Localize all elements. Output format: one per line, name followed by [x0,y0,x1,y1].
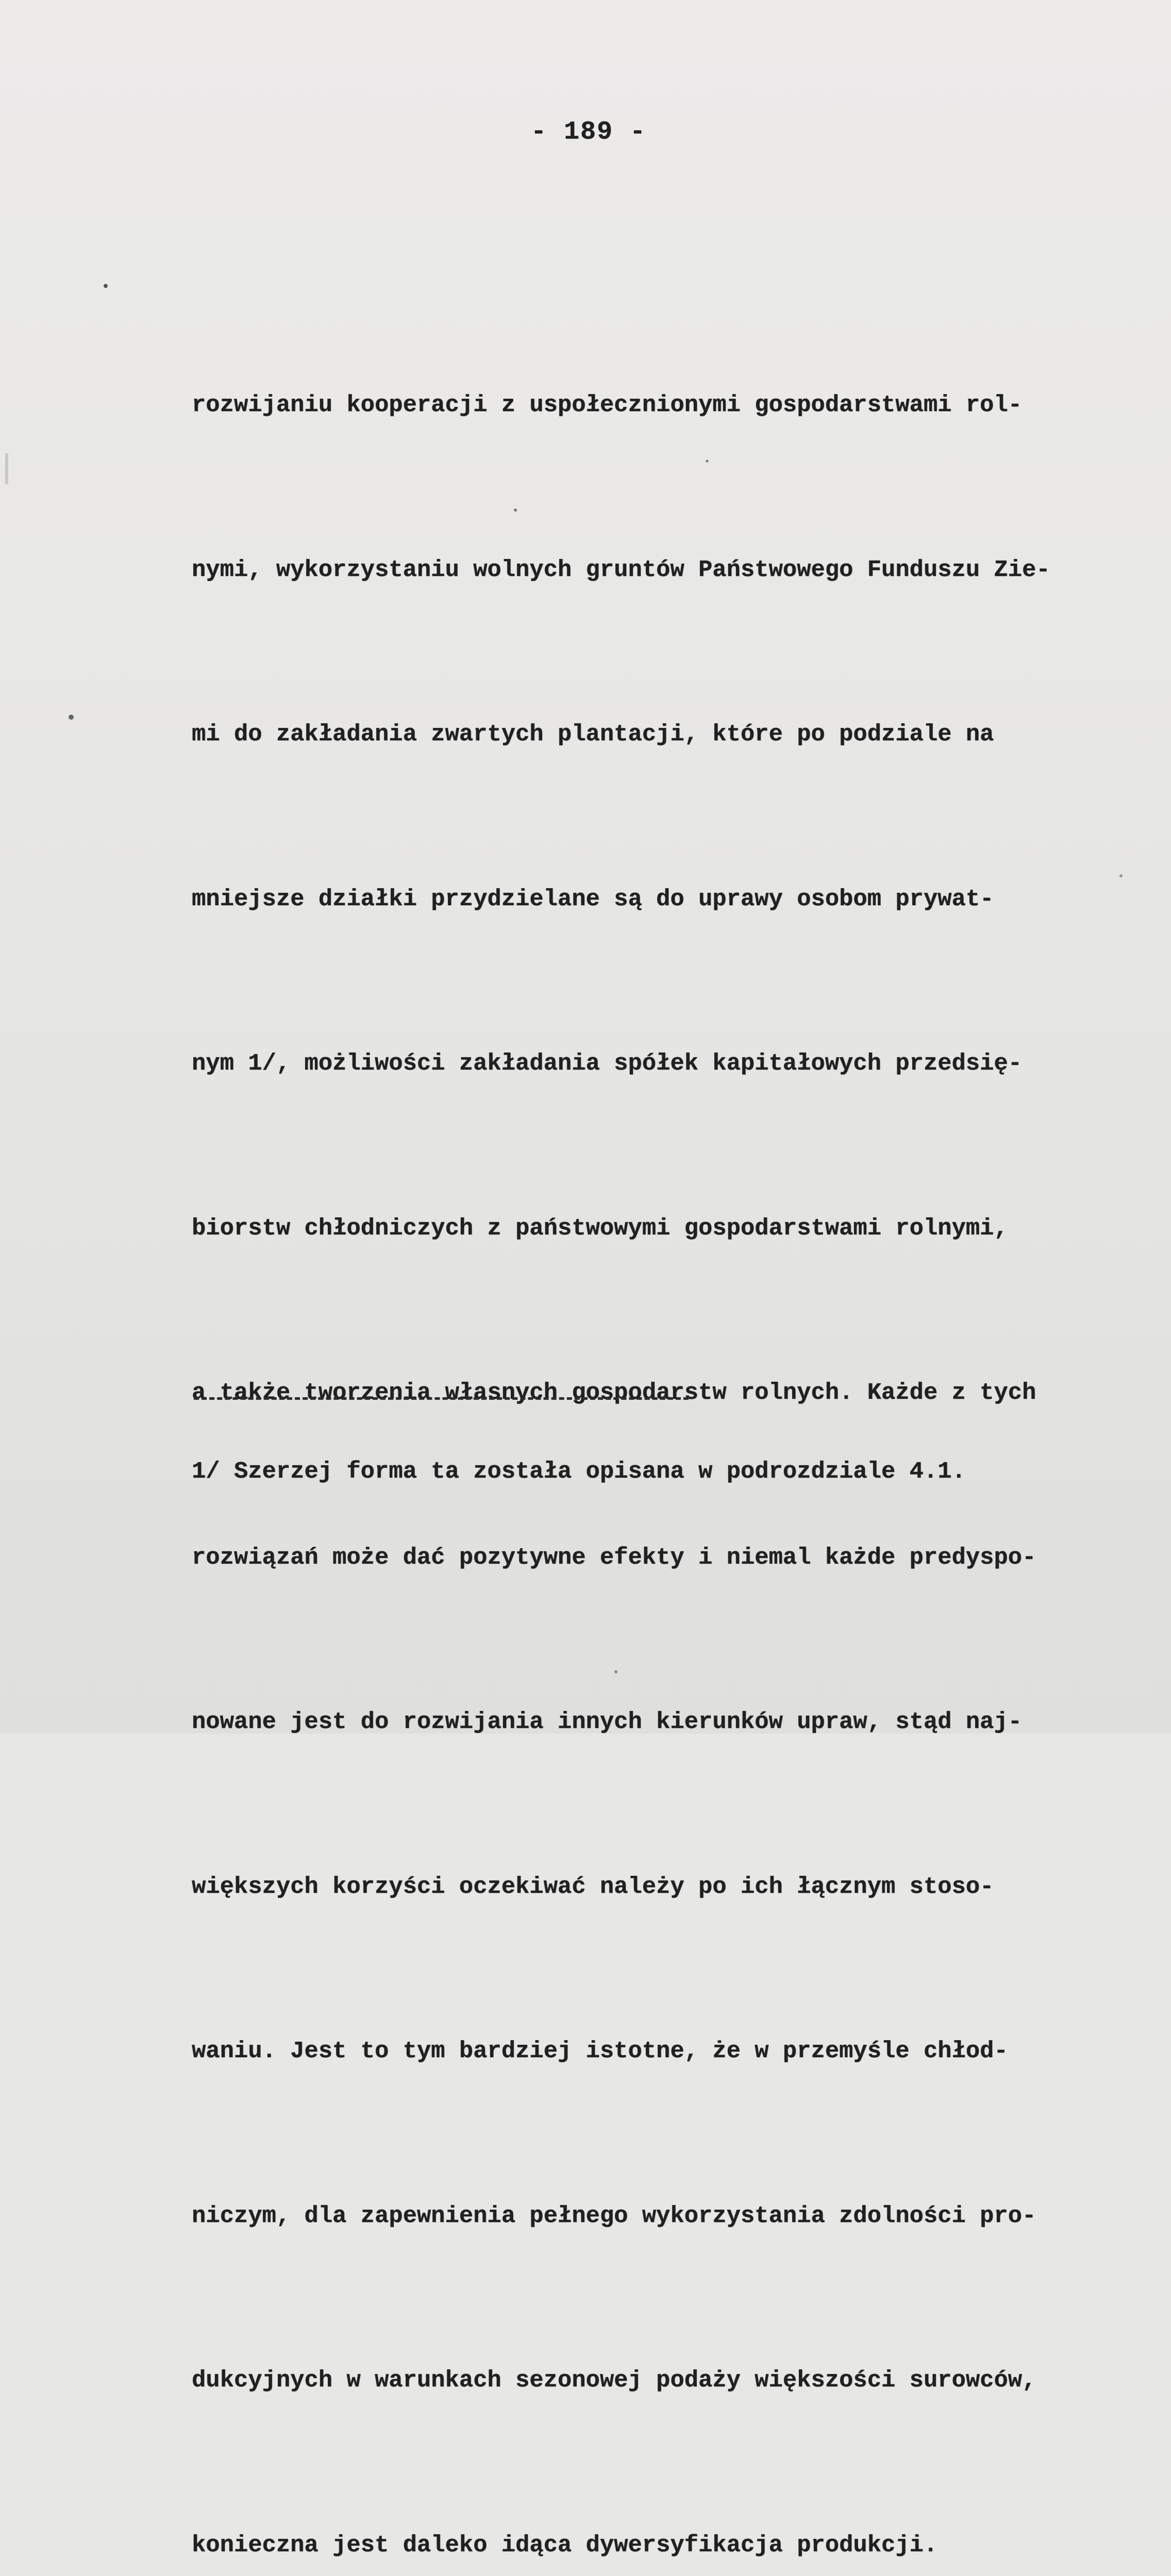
text-line: większych korzyści oczekiwać należy po ich łącznym stoso- [192,1873,994,1900]
text-line: rozwijaniu kooperacji z uspołecznionymi gospodarstwami rol- [192,392,1022,418]
text-line: nymi, wykorzystaniu wolnych gruntów Państwowego Funduszu Zie- [192,556,1050,583]
text-line: rozwiązań może dać pozytywne efekty i niemal każde predyspo- [192,1544,1036,1571]
footnote-separator [194,1397,689,1400]
text-line: biorstw chłodniczych z państwowymi gospodarstwami rolnymi, [192,1214,1008,1242]
text-line: a także tworzenia własnych gospodarstw rolnych. Każde z tych [192,1379,1036,1406]
text-line: dukcyjnych w warunkach sezonowej podaży większości surowców, [192,2367,1036,2394]
text-line: niczym, dla zapewnienia pełnego wykorzystania zdolności pro- [192,2202,1036,2229]
text-line: waniu. Jest to tym bardziej istotne, że w przemyśle chłod- [192,2038,1008,2064]
page-number: - 189 - [531,117,647,147]
text-line: nym 1/, możliwości zakładania spółek kapitałowych przedsię- [192,1050,1022,1077]
footnote: 1/ Szerzej forma ta została opisana w podrozdziale 4.1. [192,1458,966,1485]
text-line: konieczna jest daleko idąca dywersyfikacja produkcji. [192,2531,938,2558]
text-line: nowane jest do rozwijania innych kierunków upraw, stąd naj- [192,1708,1022,1735]
text-line: mniejsze działki przydzielane są do uprawy osobom prywat- [192,885,994,912]
body-text [192,268,1145,2576]
text-line: mi do zakładania zwartych plantacji, które po podziale na [192,721,994,748]
